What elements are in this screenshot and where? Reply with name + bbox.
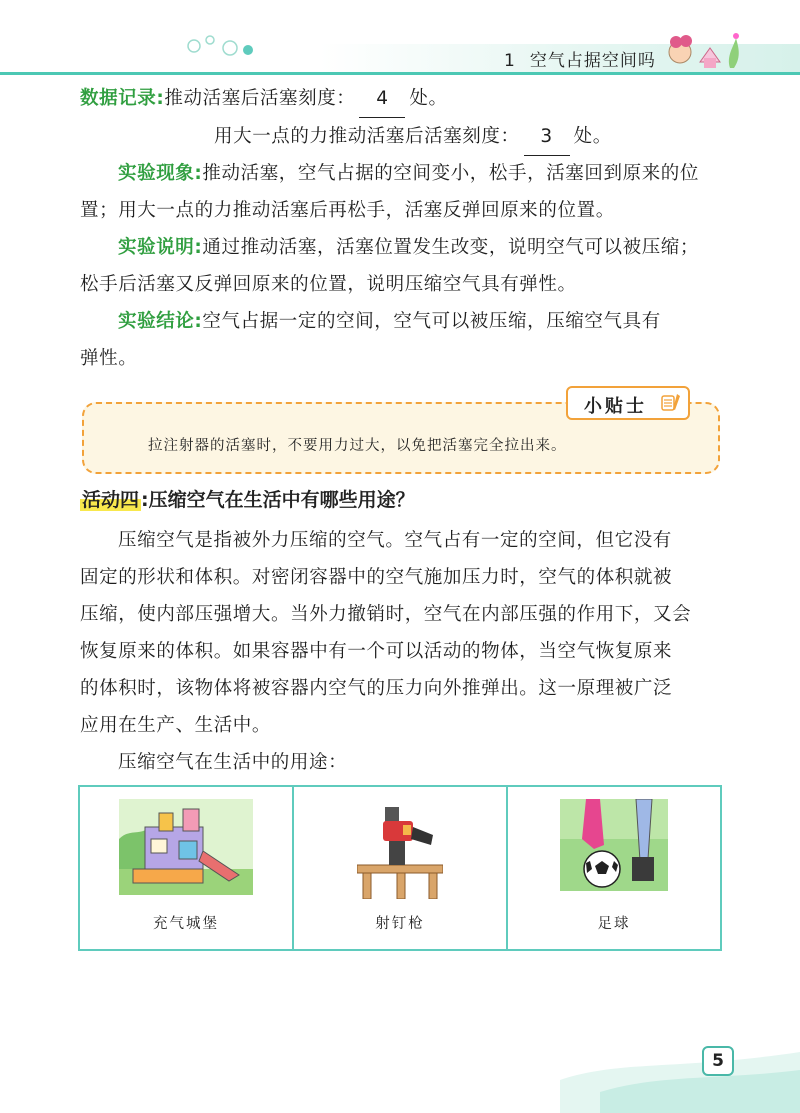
page-header	[0, 0, 800, 80]
header-rule	[0, 72, 800, 75]
data-record-text-1: 推动活塞后活塞刻度：	[164, 88, 356, 109]
chapter-number: 1	[504, 51, 516, 71]
gallery-cell-castle	[80, 787, 294, 949]
activity-line-1: 压缩空气是指被外力压缩的空气。空气占有一定的空间，但它没有	[118, 530, 672, 551]
tip-text: 拉注射器的活塞时，不要用力过大，以免把活塞完全拉出来。	[148, 438, 567, 454]
activity-line-3: 压缩，使内部压强增大。当外力撤销时，空气在内部压强的作用下，又会	[80, 604, 692, 625]
data-record-label: 数据记录	[80, 88, 157, 109]
conclusion-paragraph: 实验结论:空气占据一定的空间，空气可以被压缩，压缩空气具有 弹性。	[80, 303, 730, 377]
activity-line-4: 恢复原来的体积。如果容器中有一个可以活动的物体，当空气恢复原来	[80, 641, 673, 662]
phenomenon-line-1: 推动活塞，空气占据的空间变小，松手，活塞回到原来的位	[202, 163, 700, 184]
uses-gallery	[78, 785, 722, 951]
nail-gun-image	[357, 799, 443, 899]
data-record-unit-2: 处。	[573, 126, 612, 147]
phenomenon-label: 实验现象	[118, 163, 195, 184]
cartoon-decoration-icon	[664, 28, 744, 72]
activity-line-5: 的体积时，该物体将被容器内空气的压力向外推弹出。这一原理被广泛	[80, 678, 673, 699]
uses-intro: 压缩空气在生活中的用途：	[118, 752, 348, 773]
data-record-line-2	[214, 118, 734, 156]
gallery-cell-nailgun	[294, 787, 508, 949]
footer-wave-decoration	[560, 1030, 800, 1113]
conclusion-line-1: 空气占据一定的空间，空气可以被压缩，压缩空气具有	[202, 311, 661, 332]
data-record-text-2: 用大一点的力推动活塞后活塞刻度：	[214, 126, 520, 147]
bubbles-decoration-icon	[180, 26, 270, 66]
pencil-icon	[660, 392, 682, 414]
data-record-unit-1: 处。	[409, 88, 448, 109]
page-number: 5	[702, 1046, 734, 1076]
tip-tag	[566, 386, 690, 420]
data-record-value-2: 3	[524, 118, 570, 156]
phenomenon-paragraph: 实验现象:推动活塞，空气占据的空间变小，松手，活塞回到原来的位 置；用大一点的力推动活塞后再松手，活塞反弹回原来的位置。	[80, 155, 730, 229]
activity-line-2: 固定的形状和体积。对密闭容器中的空气施加压力时，空气的体积就被	[80, 567, 673, 588]
chapter-heading	[504, 46, 656, 71]
football-image	[560, 799, 668, 891]
bouncy-castle-image	[119, 799, 253, 895]
activity-prefix: 活动四	[82, 489, 140, 511]
data-record-value-1: 4	[359, 80, 405, 118]
activity-paragraph	[80, 522, 730, 744]
activity-line-6: 应用在生产、生活中。	[80, 715, 272, 736]
caption-football: 足球	[597, 916, 631, 932]
tip-title: 小贴士	[584, 396, 647, 417]
conclusion-line-2: 弹性。	[80, 348, 138, 369]
caption-nailgun: 射钉枪	[375, 916, 425, 932]
explanation-label: 实验说明	[118, 237, 195, 258]
explanation-paragraph: 实验说明:通过推动活塞，活塞位置发生改变，说明空气可以被压缩； 松手后活塞又反弹回原来的位置，说明压缩空气具有弹性。	[80, 229, 730, 303]
phenomenon-line-2: 置；用大一点的力推动活塞后再松手，活塞反弹回原来的位置。	[80, 200, 615, 221]
data-record-line-1: 数据记录:推动活塞后活塞刻度： 4 处。	[80, 80, 730, 118]
conclusion-label: 实验结论	[118, 311, 195, 332]
explanation-line-1: 通过推动活塞，活塞位置发生改变，说明空气可以被压缩；	[202, 237, 700, 258]
explanation-line-2: 松手后活塞又反弹回原来的位置，说明压缩空气具有弹性。	[80, 274, 577, 295]
activity-title: 压缩空气在生活中有哪些用途？	[148, 489, 415, 511]
gallery-cell-football	[508, 787, 720, 949]
caption-castle: 充气城堡	[153, 916, 219, 932]
chapter-title: 空气占据空间吗	[529, 51, 656, 71]
activity-heading: 活动四 :压缩空气在生活中有哪些用途？	[82, 489, 415, 511]
